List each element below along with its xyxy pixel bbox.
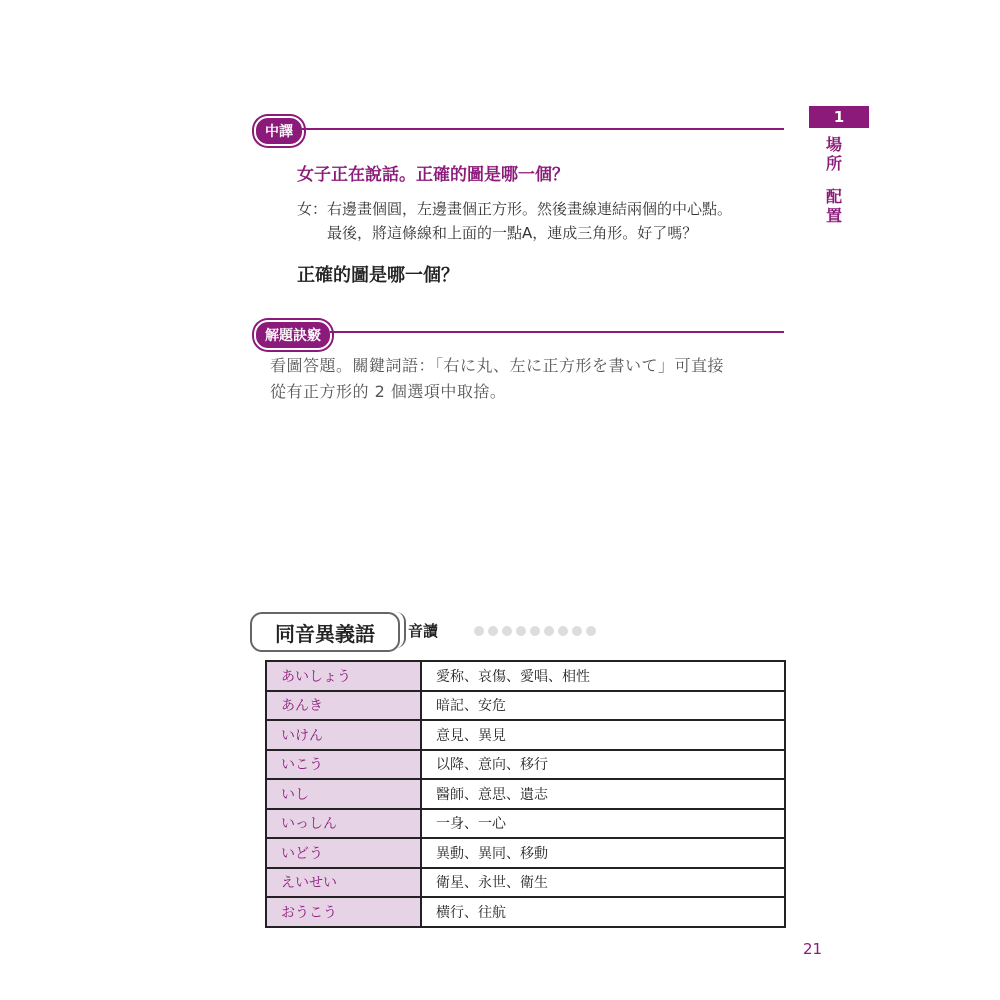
table-row bbox=[266, 838, 785, 868]
dot bbox=[516, 626, 526, 636]
tips-badge bbox=[254, 320, 332, 350]
table-row bbox=[266, 661, 785, 691]
chapter-char-1: 場 bbox=[825, 135, 842, 154]
chapter-char-2: 所 bbox=[825, 154, 842, 173]
homophones-title-bracket bbox=[396, 612, 406, 648]
dot bbox=[530, 626, 540, 636]
homophones-title-label: 同音異義語 bbox=[275, 621, 375, 646]
tips-badge-label: 解題訣竅 bbox=[265, 328, 321, 344]
words-cell: 醫師、意思、遺志 bbox=[421, 779, 785, 809]
homophones-subtitle: 音讀 bbox=[408, 622, 439, 640]
tip-line-2: 從有正方形的 2 個選項中取捨。 bbox=[270, 382, 507, 401]
reading-cell: えいせい bbox=[266, 868, 421, 898]
dot bbox=[572, 626, 582, 636]
reading-cell: あいしょう bbox=[266, 661, 421, 691]
dot bbox=[544, 626, 554, 636]
table-row bbox=[266, 720, 785, 750]
reading-cell: いこう bbox=[266, 750, 421, 780]
dot bbox=[502, 626, 512, 636]
chapter-char-3: 配 bbox=[825, 187, 842, 206]
dot bbox=[586, 626, 596, 636]
table-row bbox=[266, 779, 785, 809]
words-cell: 暗記、安危 bbox=[421, 691, 785, 721]
reading-cell: おうこう bbox=[266, 897, 421, 927]
reading-cell: いし bbox=[266, 779, 421, 809]
final-question: 正確的圖是哪一個？ bbox=[297, 265, 459, 286]
chapter-char-4: 置 bbox=[825, 206, 842, 225]
chapter-number bbox=[809, 106, 869, 128]
words-cell: 衛星、永世、衛生 bbox=[421, 868, 785, 898]
decorative-dots bbox=[474, 626, 596, 636]
words-cell: 一身、一心 bbox=[421, 809, 785, 839]
words-cell: 横行、往航 bbox=[421, 897, 785, 927]
reading-cell: いけん bbox=[266, 720, 421, 750]
words-cell: 以降、意向、移行 bbox=[421, 750, 785, 780]
tip-line-1: 看圖答題。關鍵詞語：「右に丸、左に正方形を書いて」可直接 bbox=[270, 356, 725, 375]
table-row bbox=[266, 809, 785, 839]
translation-badge-label: 中譯 bbox=[265, 124, 293, 140]
table-row bbox=[266, 897, 785, 927]
words-cell: 愛称、哀傷、愛唱、相性 bbox=[421, 661, 785, 691]
table-row bbox=[266, 691, 785, 721]
dialogue-line-2: 最後，將這條線和上面的一點A，連成三角形。好了嗎？ bbox=[327, 224, 698, 242]
reading-cell: いどう bbox=[266, 838, 421, 868]
dot bbox=[488, 626, 498, 636]
homophones-table bbox=[265, 660, 786, 928]
reading-cell: あんき bbox=[266, 691, 421, 721]
words-cell: 意見、異見 bbox=[421, 720, 785, 750]
homophones-title bbox=[250, 612, 400, 652]
dot bbox=[558, 626, 568, 636]
page-number: 21 bbox=[803, 940, 823, 958]
table-row bbox=[266, 750, 785, 780]
tips-rule bbox=[330, 331, 784, 333]
table-row bbox=[266, 868, 785, 898]
translation-badge bbox=[254, 116, 304, 146]
translation-question: 女子正在說話。正確的圖是哪一個？ bbox=[297, 165, 569, 185]
chapter-number-label: 1 bbox=[833, 108, 845, 126]
dialogue-line-1: 女：右邊畫個圓，左邊畫個正方形。然後畫線連結兩個的中心點。 bbox=[297, 200, 733, 218]
reading-cell: いっしん bbox=[266, 809, 421, 839]
words-cell: 異動、異同、移動 bbox=[421, 838, 785, 868]
dot bbox=[474, 626, 484, 636]
translation-rule bbox=[302, 128, 784, 130]
